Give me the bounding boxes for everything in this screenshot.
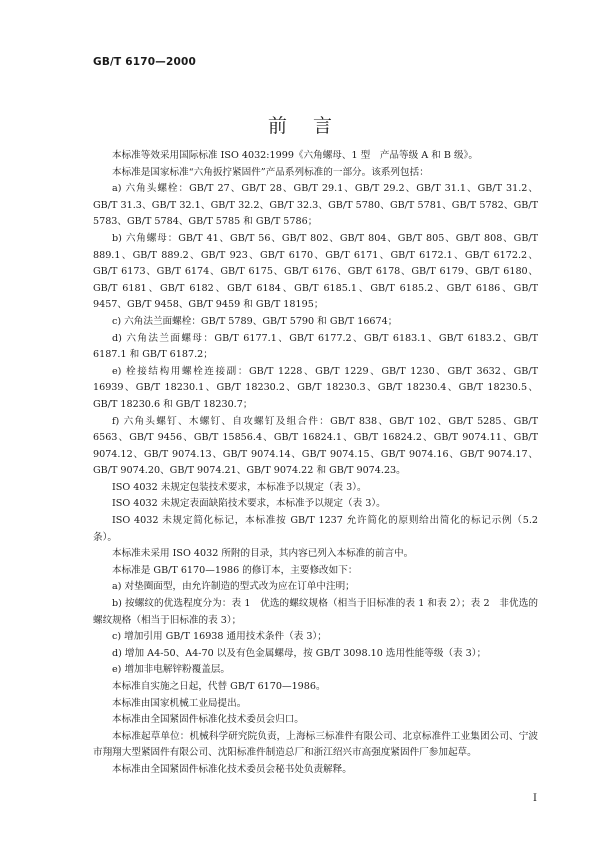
document-body — [93, 148, 538, 779]
page-number: I — [533, 793, 537, 804]
paragraph-drafters: 本标准起草单位：机械科学研究院负责，上海标三标准件有限公司、北京标准件工业集团公司、宁波市翔翔大型紧固件有限公司、沈阳标准件制造总厂和浙江绍兴市高强度紧固件厂参加起草。 — [93, 730, 538, 759]
list-item-change-a: a) 对垫圈面型，由允许制造的型式改为应在订单中注明； — [112, 581, 355, 593]
paragraph-simplified-marking: ISO 4032 未规定简化标记，本标准按 GB/T 1237 允许简化的原则给出简化的标记示例（5.2 条）。 — [93, 515, 538, 543]
paragraph-centralized-by: 本标准由全国紧固件标准化技术委员会归口。 — [112, 714, 304, 726]
list-item-change-c: c) 增加引用 GB/T 16938 通用技术条件（表 3）； — [112, 631, 327, 643]
list-item-series-f: f) 六角头螺钉、木螺钉、自攻螺钉及组合件：GB/T 838、GB/T 102、GB/T 5285、GB/T 6563、GB/T 9456、GB/T 15856.4、GB/T 16824.1、GB/T 16824.2、GB/T 9074.11、GB/T 9074.12、GB/T 9074.13、GB/T 9074.14、GB/T 9074.15、GB/T 9074.16、GB/T 9074.17、GB/T 9074.20、GB/T 9074.21、GB/T 9074.22 和 GB/T 9074.23。 — [93, 415, 538, 477]
paragraph-surface-defects: ISO 4032 未规定表面缺陷技术要求，本标准予以规定（表 3）。 — [112, 498, 386, 510]
standard-number: GB/T 6170—2000 — [93, 56, 197, 68]
list-item-series-a: a) 六角头螺栓：GB/T 27、GB/T 28、GB/T 29.1、GB/T 29.2、GB/T 31.1、GB/T 31.2、GB/T 31.3、GB/T 32.1、GB/T 32.2、GB/T 32.3、GB/T 5780、GB/T 5781、GB/T 5782、GB/T 5783、GB/T 5784、GB/T 5785 和 GB/T 5786； — [93, 183, 538, 228]
paragraph-series-intro: 本标准是国家标准“六角扳拧紧固件”产品系列标准的一部分。该系列包括： — [112, 166, 429, 178]
paragraph-interpretation: 本标准由全国紧固件标准化技术委员会秘书处负责解释。 — [112, 763, 352, 775]
paragraph-replaces: 本标准自实施之日起，代替 GB/T 6170—1986。 — [112, 681, 326, 692]
paragraph-proposed-by: 本标准由国家机械工业局提出。 — [112, 697, 247, 709]
list-item-series-c: c) 六角法兰面螺栓：GB/T 5789、GB/T 5790 和 GB/T 16674； — [112, 315, 398, 327]
paragraph-packaging: ISO 4032 未规定包装技术要求，本标准予以规定（表 3）。 — [112, 481, 367, 493]
paragraph-revision-intro: 本标准是 GB/T 6170—1986 的修订本，主要修改如下： — [112, 564, 358, 576]
paragraph-contents: 本标准未采用 ISO 4032 所附的目录，其内容已列入本标准的前言中。 — [112, 548, 414, 560]
list-item-series-e: e) 栓接结构用螺栓连接副：GB/T 1228、GB/T 1229、GB/T 1230、GB/T 3632、GB/T 16939、GB/T 18230.1、GB/T 18230.2、GB/T 18230.3、GB/T 18230.4、GB/T 18230.5、GB/T 18230.6 和 GB/T 18230.7； — [93, 365, 538, 410]
list-item-change-d: d) 增加 A4-50、A4-70 以及有色金属螺母，按 GB/T 3098.10 选用性能等级（表 3）； — [112, 647, 487, 659]
list-item-series-b: b) 六角螺母：GB/T 41、GB/T 56、GB/T 802、GB/T 804、GB/T 805、GB/T 808、GB/T 889.1、GB/T 889.2、GB/T 923、GB/T 6170、GB/T 6171、GB/T 6172.1、GB/T 6172.2、GB/T 6173、GB/T 6174、GB/T 6175、GB/T 6176、GB/T 6178、GB/T 6179、GB/T 6180、GB/T 6181、GB/T 6182、GB/T 6184、GB/T 6185.1、GB/T 6185.2、GB/T 6186、GB/T 9457、GB/T 9458、GB/T 9459 和 GB/T 18195； — [93, 232, 538, 311]
page-title: 前言 — [267, 115, 358, 137]
list-item-change-b: b) 按螺纹的优选程度分为：表 1 优选的螺纹规格（相当于旧标准的表 1 和表 2）；表 2 非优选的螺纹规格（相当于旧标准的表 3）； — [93, 598, 538, 626]
list-item-change-e: e) 增加非电解锌粉覆盖层。 — [112, 664, 231, 676]
list-item-series-d: d) 六角法兰面螺母：GB/T 6177.1、GB/T 6177.2、GB/T 6183.1、GB/T 6183.2、GB/T 6187.1 和 GB/T 6187.2； — [93, 332, 538, 361]
paragraph-adoption: 本标准等效采用国际标准 ISO 4032:1999《六角螺母、1 型 产品等级 A 和 B 级》。 — [112, 150, 478, 161]
